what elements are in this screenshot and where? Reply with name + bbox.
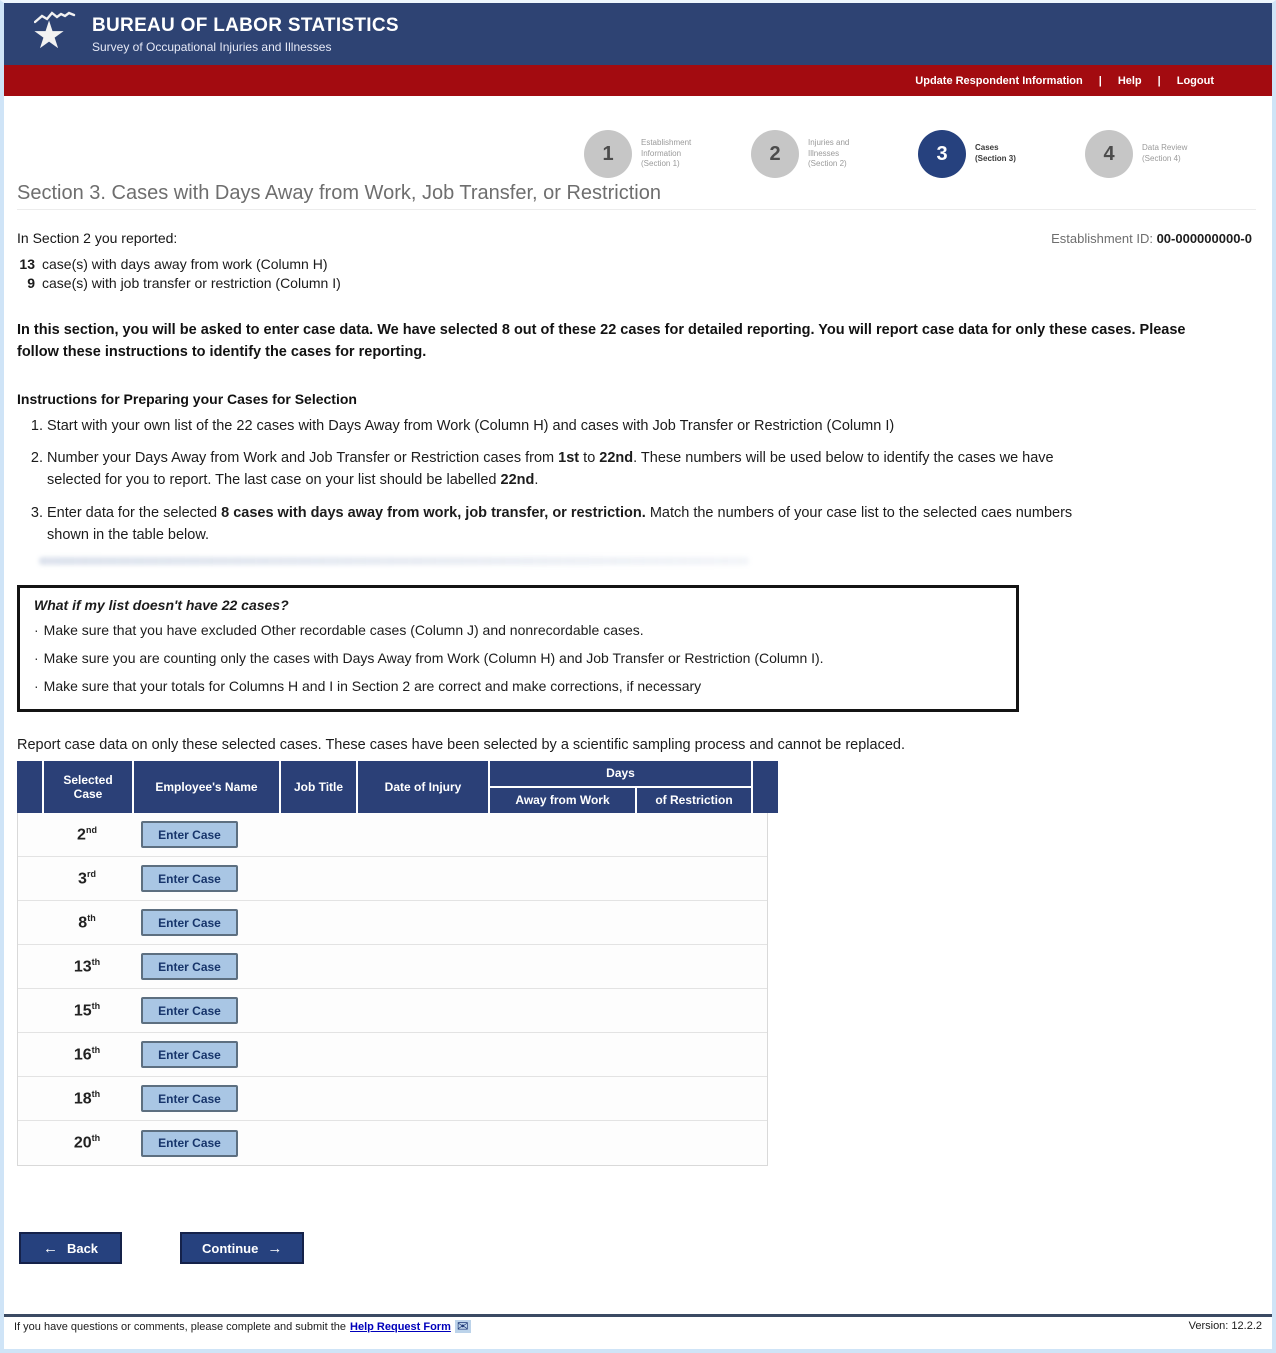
instruction-step-1: 1. Start with your own list of the 22 cases with Days Away from Work (Column H) and cases with Job Transfer or Restriction (Column I) [47, 416, 1077, 438]
header-days-away-from-work: Away from Work [490, 788, 635, 813]
step-item-2 [751, 130, 894, 178]
step-label-3: Cases (Section 3) [975, 143, 1016, 163]
instruction-step-3: 3. Enter data for the selected 8 cases with days away from work, job transfer, or restriction. Match the numbers of your case list to the selected caes numbers shown in the table below. [47, 503, 1077, 547]
wizard-navigation [19, 1232, 1256, 1264]
nav-separator: | [1098, 74, 1102, 87]
header-days-of-restriction: of Restriction [637, 788, 751, 813]
instructions-heading: Instructions for Preparing your Cases for Selection [17, 390, 357, 407]
selected-case-ordinal: 3rd [78, 868, 96, 888]
selected-case-ordinal: 18th [73, 1088, 101, 1108]
employee-name-cell [131, 1130, 276, 1157]
step-label-1: Establishment Information (Section 1) [641, 137, 692, 169]
step-circle-4: 4 [1085, 130, 1133, 178]
header-employee-name: Employee's Name [134, 761, 279, 813]
envelope-icon: ✉ [456, 1318, 469, 1334]
page-title: Section 3. Cases with Days Away from Work, Job Transfer, or Restriction [17, 182, 1256, 210]
app-title: BUREAU OF LABOR STATISTICS [92, 14, 399, 36]
enter-case-button-18th[interactable]: Enter Case [141, 1085, 238, 1112]
establishment-id [1051, 231, 1256, 246]
enter-case-button-20th[interactable]: Enter Case [141, 1130, 238, 1157]
step-circle-1: 1 [584, 130, 632, 178]
case-table-row [18, 813, 767, 857]
case-table-row [18, 945, 767, 989]
continue-button-label: Continue [202, 1240, 259, 1256]
main-content [4, 96, 1272, 1314]
cases-table-caption: Report case data on only these selected cases. These cases have been selected by a scientific sampling process and cannot be replaced. [17, 737, 905, 754]
instruction-step-2: 2. Number your Days Away from Work and Job Transfer or Restriction cases from 1st to 22nd. These numbers will be used below to identify the cases we have selected for you to report. The last case on your list should be labelled 22nd. [47, 448, 1077, 492]
employee-name-cell [131, 953, 276, 980]
footer-help-text: If you have questions or comments, please complete and submit the [14, 1320, 347, 1333]
step-item-4 [1085, 130, 1228, 178]
job-transfer-count: 9 [27, 274, 35, 291]
nav-logout[interactable]: Logout [1176, 74, 1214, 87]
selected-case-ordinal: 2nd [77, 824, 97, 844]
selection-summary-paragraph: In this section, you will be asked to enter case data. We have selected 8 out of these 22 cases for detailed reporting. You will report case data for only these cases. Please follow these instructions to identify the cases for reporting. [17, 321, 1186, 361]
nav-help[interactable]: Help [1117, 74, 1142, 87]
employee-name-cell [131, 865, 276, 892]
case-table-row [18, 989, 767, 1033]
step-circle-3: 3 [918, 130, 966, 178]
employee-name-cell [131, 1085, 276, 1112]
selected-case-ordinal: 20th [73, 1133, 101, 1152]
header-days-group: Days [490, 761, 751, 786]
version-label: Version: 12.2.2 [1188, 1320, 1262, 1332]
header-spacer-right [753, 761, 778, 813]
faq-bullet-3: · Make sure that your totals for Columns H and I in Section 2 are correct and make corrections, if necessary [34, 677, 1002, 696]
back-arrow-icon: ← [42, 1239, 58, 1257]
enter-case-button-8th[interactable]: Enter Case [141, 909, 238, 936]
employee-name-cell [131, 821, 276, 848]
help-request-form-link[interactable]: Help Request Form [350, 1320, 451, 1333]
header-spacer-left [17, 761, 42, 813]
reported-counts-list [17, 255, 1256, 293]
back-button-label: Back [66, 1240, 99, 1256]
days-away-count-label: case(s) with days away from work (Column H) [42, 256, 328, 272]
step-label-2: Injuries and Illnesses (Section 2) [808, 137, 850, 169]
selected-case-ordinal: 8th [78, 912, 96, 932]
case-table-row [18, 1033, 767, 1077]
top-navigation-bar [4, 65, 1272, 96]
faq-bullet-1: · Make sure that you have excluded Other recordable cases (Column J) and nonrecordable cases. [34, 621, 1002, 640]
brand-header [4, 3, 1272, 65]
forward-arrow-icon: → [267, 1239, 283, 1257]
employee-name-cell [131, 909, 276, 936]
continue-button[interactable] [180, 1232, 304, 1264]
instructions-list [47, 416, 1077, 547]
nav-update-respondent-info[interactable]: Update Respondent Information [915, 74, 1083, 87]
case-table-row [18, 1077, 767, 1121]
reported-count-row [17, 255, 1256, 274]
employee-name-cell [131, 997, 276, 1024]
establishment-id-value: 00-000000000-0 [1156, 231, 1252, 246]
job-transfer-count-label: case(s) with job transfer or restriction (Column I) [42, 274, 341, 291]
case-table-row [18, 1121, 767, 1165]
step-item-3 [918, 130, 1061, 178]
step-indicator [17, 96, 1228, 178]
selected-case-ordinal: 16th [73, 1044, 101, 1064]
faq-question: What if my list doesn't have 22 cases? [34, 597, 289, 614]
employee-name-cell [131, 1041, 276, 1068]
enter-case-button-2nd[interactable]: Enter Case [141, 821, 238, 848]
step-label-4: Data Review (Section 4) [1142, 143, 1188, 163]
days-away-count: 13 [19, 256, 35, 272]
case-table-row [18, 901, 767, 945]
back-button[interactable] [19, 1232, 122, 1264]
selected-case-ordinal: 15th [73, 1000, 101, 1020]
star-glyph: ★ [32, 15, 67, 57]
enter-case-button-3rd[interactable]: Enter Case [141, 865, 238, 892]
reported-intro-text: In Section 2 you reported: [17, 230, 178, 246]
enter-case-button-13th[interactable]: Enter Case [141, 953, 238, 980]
step-circle-2: 2 [751, 130, 799, 178]
reported-count-row [17, 274, 1256, 293]
page-footer [4, 1317, 1272, 1349]
header-selected-case: Selected Case [44, 761, 132, 813]
cases-table-body [17, 813, 768, 1166]
faded-text-artifact [39, 557, 749, 565]
faq-bullet-2: · Make sure you are counting only the cases with Days Away from Work (Column H) and Job Transfer or Restriction (Column I). [34, 649, 1002, 668]
enter-case-button-16th[interactable]: Enter Case [141, 1041, 238, 1068]
header-job-title: Job Title [281, 761, 356, 813]
nav-separator: | [1157, 74, 1161, 87]
bls-star-logo-icon [32, 9, 78, 59]
header-date-of-injury: Date of Injury [358, 761, 488, 813]
cases-table-header [17, 761, 768, 813]
step-item-1 [584, 130, 727, 178]
enter-case-button-15th[interactable]: Enter Case [141, 997, 238, 1024]
case-table-row [18, 857, 767, 901]
selected-case-ordinal: 13th [73, 956, 101, 976]
establishment-id-label: Establishment ID: [1051, 231, 1153, 246]
app-subtitle: Survey of Occupational Injuries and Illnesses [92, 39, 332, 54]
faq-box [17, 585, 1019, 712]
